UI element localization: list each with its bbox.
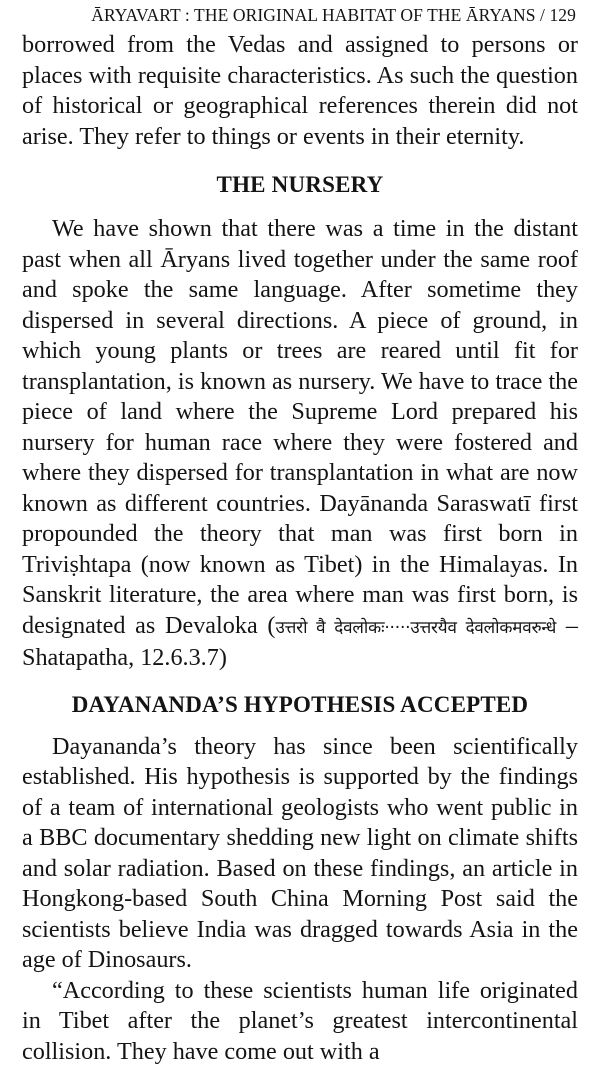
citation-shatapatha: – Shatapatha, 12.6.3.7) (22, 612, 578, 672)
paragraph-quote: “According to these scientists human life originated in Tibet after the planet’s greatest intercontinental collision. They have come out with a (22, 976, 578, 1067)
paragraph-hypothesis: Dayananda’s theory has since been scientifically established. His hypothesis is supported by the findings of a team of international geologists who went public in a BBC documentary shedding new light on climate shifts and solar radiation. Based on these findings, an article in Hongkong-based South China Morning Post said the scientists believe India was dragged towards Asia in the age of Dinosaurs. (22, 732, 578, 976)
paragraph-continued: borrowed from the Vedas and assigned to persons or places with requisite characteristics. As such the question of historical or geographical references therein did not arise. They refer to things or events in their eternity. (22, 30, 578, 152)
paragraph-nursery-text: We have shown that there was a time in the distant past when all Āryans lived together under the same roof and spoke the same language. After sometime they dispersed in several directions. A piece of ground, in which young plants or trees are reared until fit for transplantation, is known as nursery. We have to trace the piece of land where the Supreme Lord prepared his nursery for human race where they were fostered and where they dispersed for transplantation in what are now known as different countries. Dayānanda Saraswatī first propounded the theory that man was first born in Triviṣhtapa (now known as Tibet) in the Himalayas. In Sanskrit literature, the area where man was first born, is designated as Devaloka ( (22, 215, 578, 639)
running-head: ĀRYAVART : THE ORIGINAL HABITAT OF THE ĀRYANS / 129 (22, 4, 578, 26)
section-heading-hypothesis: DAYANANDA’S HYPOTHESIS ACCEPTED (22, 690, 578, 720)
section-heading-nursery: THE NURSERY (22, 170, 578, 200)
paragraph-nursery (22, 214, 578, 674)
sanskrit-quote: उत्तरो वै देवलोकः·····उत्तरयैव देवलोकमवरुन्धे (275, 618, 556, 638)
